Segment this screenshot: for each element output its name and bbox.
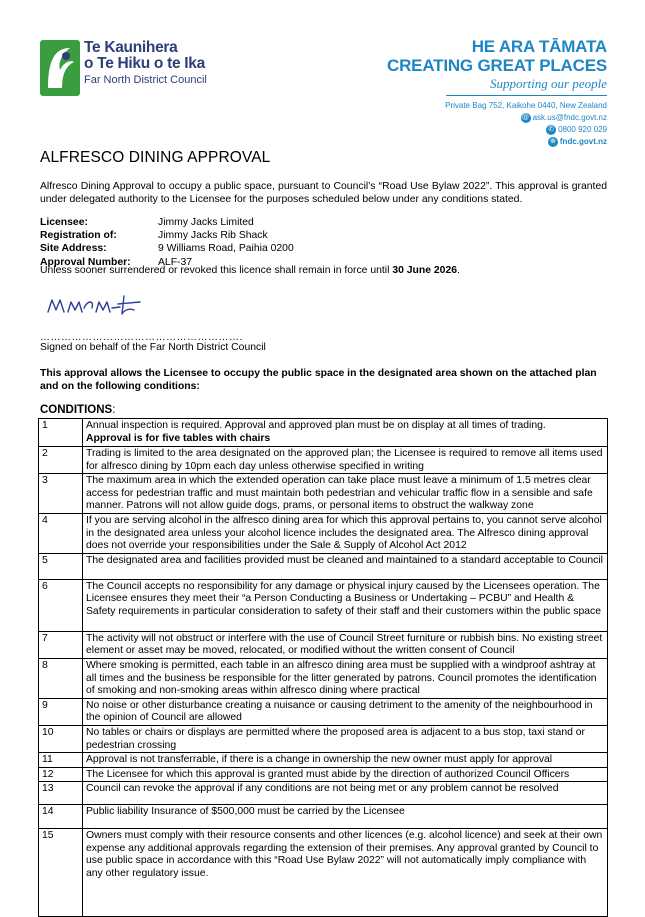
condition-text: The Licensee for which this approval is granted must abide by the direction of authorized Council Officers xyxy=(83,767,608,782)
licence-term xyxy=(40,265,460,276)
email-row xyxy=(445,112,607,124)
header-divider xyxy=(446,95,607,96)
field-value: Jimmy Jacks Rib Shack xyxy=(158,230,268,242)
approval-statement: This approval allows the Licensee to occupy the public space in the designated area shown on the attached plan and on the following conditions: xyxy=(40,368,597,392)
header-tagline xyxy=(387,38,607,92)
field-value: 9 Williams Road, Paihia 0200 xyxy=(158,243,294,255)
condition-text: The maximum area in which the extended operation can take place must leave a minimum of 1.5 metres clear access for pedestrian traffic and must maintain both pedestrian and vehicular traffic flow in a sensible and safe manner. Patrons will not allow guide dogs, prams, or personal items to obstruct the walkway zone xyxy=(83,474,608,514)
condition-text-bold: Approval is for five tables with chairs xyxy=(86,432,271,444)
condition-number: 12 xyxy=(39,767,83,782)
table-row xyxy=(39,631,608,658)
logo-line-3: Far North District Council xyxy=(84,73,207,86)
tagline-3: Supporting our people xyxy=(490,76,607,92)
table-row xyxy=(39,698,608,725)
contact-block xyxy=(445,100,607,148)
globe-icon: ⊕ xyxy=(548,137,558,147)
table-row xyxy=(39,658,608,698)
logo-line-2: o Te Hiku o te Ika xyxy=(84,55,205,73)
conditions-heading-text: CONDITIONS xyxy=(40,404,113,416)
field-row xyxy=(40,229,294,242)
postal-address: Private Bag 752, Kaikohe 0440, New Zealand xyxy=(445,101,607,110)
condition-text: Public liability Insurance of $500,000 must be carried by the Licensee xyxy=(83,805,608,829)
signed-by: Signed on behalf of the Far North District Council xyxy=(40,342,266,353)
website-row xyxy=(445,136,607,148)
page-title: ALFRESCO DINING APPROVAL xyxy=(40,149,271,166)
condition-number: 15 xyxy=(39,829,83,917)
condition-text: No noise or other disturbance creating a nuisance or causing detriment to the amenity of the neighbourhood in the opinion of Council are allowed xyxy=(83,698,608,725)
condition-number: 11 xyxy=(39,753,83,768)
field-row xyxy=(40,216,294,229)
condition-number: 1 xyxy=(39,419,83,447)
condition-text: Where smoking is permitted, each table in an alfresco dining area must be supplied with a windproof ashtray at all times and the business be responsible for the litter generated by patrons. Council promotes the identification of smoking and non-smoking areas within alfresco dining where practical xyxy=(83,658,608,698)
term-date: 30 June 2026 xyxy=(392,265,458,276)
tagline-2: CREATING GREAT PLACES xyxy=(387,55,607,75)
condition-text: The designated area and facilities provided must be cleaned and maintained to a standard acceptable to Council xyxy=(83,553,608,579)
tagline-1: HE ARA TĀMATA xyxy=(471,37,607,56)
signature-line: …………………………………………………. xyxy=(40,332,243,343)
condition-number: 2 xyxy=(39,447,83,474)
table-row xyxy=(39,782,608,805)
table-row xyxy=(39,579,608,631)
table-row xyxy=(39,419,608,447)
table-row xyxy=(39,513,608,553)
email-address[interactable]: ask.us@fndc.govt.nz xyxy=(532,113,607,122)
term-prefix: Unless sooner surrendered or revoked this licence shall remain in force until xyxy=(40,265,393,276)
condition-text: Trading is limited to the area designated on the approved plan; the Licensee is required to remove all items used for alfresco dining by 10pm each day unless otherwise specified in writing xyxy=(83,447,608,474)
condition-number: 10 xyxy=(39,725,83,752)
condition-number: 14 xyxy=(39,805,83,829)
conditions-heading-colon: : xyxy=(112,404,116,416)
table-row xyxy=(39,725,608,752)
field-label: Approval Number: xyxy=(40,256,131,268)
condition-number: 7 xyxy=(39,631,83,658)
council-logo xyxy=(84,40,207,86)
logo-line-1: Te Kaunihera xyxy=(84,39,178,56)
phone-icon: ✆ xyxy=(546,125,556,135)
condition-number: 6 xyxy=(39,579,83,631)
email-icon: @ xyxy=(522,113,530,121)
term-suffix: . xyxy=(457,265,460,276)
condition-text: Owners must comply with their resource consents and other licences (e.g. alcohol licence) and seek at their own expense any additional approvals regarding the extension of their premises. Any approval granted by Council to use public space in accordance with this “Road Use Bylaw 2022” will not automatically imply compliance with any other regulatory issue. xyxy=(83,829,608,917)
condition-text xyxy=(83,419,608,447)
website-link[interactable]: fndc.govt.nz xyxy=(559,137,607,146)
condition-number: 9 xyxy=(39,698,83,725)
phone-number: 0800 920 029 xyxy=(558,125,607,134)
conditions-heading xyxy=(40,404,115,416)
table-row xyxy=(39,447,608,474)
condition-text: The Council accepts no responsibility for any damage or physical injury caused by the Licensees operation. The Licensee ensures they meet their “a Person Conducting a Business or Undertaking – PCBU” and Health & Safety requirements in particular consideration to safety of their staff and their customers within the public space xyxy=(83,579,608,631)
phone-row xyxy=(445,124,607,136)
table-row xyxy=(39,767,608,782)
condition-text-body: Annual inspection is required. Approval and approved plan must be on display at all times of trading. xyxy=(86,420,546,431)
signature-image xyxy=(44,290,154,320)
field-value: ALF-37 xyxy=(158,256,193,268)
field-label: Registration of: xyxy=(40,230,117,242)
field-row xyxy=(40,242,294,255)
table-row xyxy=(39,805,608,829)
field-label: Site Address: xyxy=(40,243,107,255)
council-emblem-icon xyxy=(40,40,80,96)
table-row xyxy=(39,553,608,579)
condition-text: Approval is not transferrable, if there is a change in ownership the new owner must apply for approval xyxy=(83,753,608,768)
condition-text: If you are serving alcohol in the alfresco dining area for which this approval pertains to, you cannot serve alcohol in the designated area unless your alcohol licence includes the designated area. The Alfresco dining approval does not override your responsibilities under the Sale & Supply of Alcohol Act 2012 xyxy=(83,513,608,553)
condition-text: Council can revoke the approval if any conditions are not being met or any problem cannot be resolved xyxy=(83,782,608,805)
conditions-table xyxy=(38,418,608,917)
condition-number: 4 xyxy=(39,513,83,553)
table-row xyxy=(39,753,608,768)
licence-details xyxy=(40,216,294,269)
table-row xyxy=(39,829,608,917)
field-label: Licensee: xyxy=(40,217,88,228)
condition-text: The activity will not obstruct or interfere with the use of Council Street furniture or rubbish bins. No existing street element or asset may be moved, relocated, or modified without the written consent of Council xyxy=(83,631,608,658)
field-value: Jimmy Jacks Limited xyxy=(158,217,254,228)
condition-number: 5 xyxy=(39,553,83,579)
intro-paragraph: Alfresco Dining Approval to occupy a public space, pursuant to Council’s “Road Use Bylaw 2022”. This approval is granted under delegated authority to the Licensee for the purposes scheduled below under any conditions stated. xyxy=(40,181,607,205)
table-row xyxy=(39,474,608,514)
condition-number: 13 xyxy=(39,782,83,805)
condition-number: 3 xyxy=(39,474,83,514)
condition-text: No tables or chairs or displays are permitted where the proposed area is adjacent to a bus stop, taxi stand or pedestrian crossing xyxy=(83,725,608,752)
condition-number: 8 xyxy=(39,658,83,698)
